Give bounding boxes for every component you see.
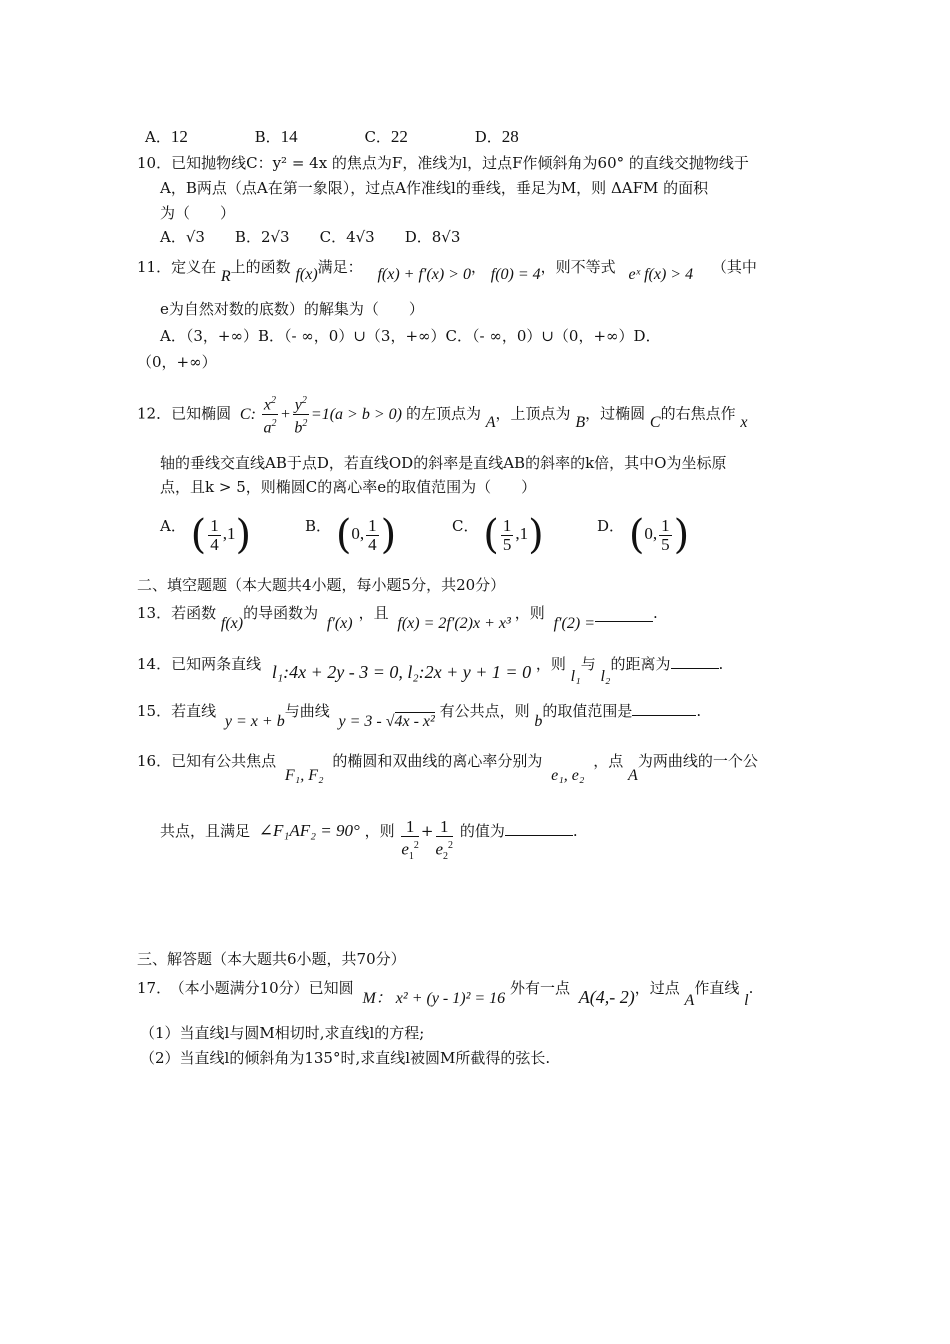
q11-options-cont: （0，+∞）: [137, 353, 217, 371]
q10-line3: 为（ ）: [160, 204, 236, 222]
q12-option-b: B． (0, $\frac{1}{4}$ ): [305, 512, 397, 558]
q14: 14．已知两条直线 l₁:4x + 2y - 3 = 0, l₂:2x + y + 1 = 0 ，则 l₁与 l₂的距离为 .: [137, 655, 724, 685]
q16-line1: 16．已知有公共焦点 F₁, F₂ 的椭圆和双曲线的离心率分别为 e₁, e₂ ，点 A为两曲线的一个公: [137, 752, 758, 784]
q11-line2: e为自然对数的底数）的解集为（ ）: [160, 300, 424, 318]
q13: 13．若函数 f(x)的导函数为 f′(x)，且 f(x) = 2f′(2)x + x³，则 f′(2) =.: [137, 604, 658, 632]
q10-options: A．√3 B．2√3 C．4√3 D．8√3: [160, 228, 461, 246]
q15: 15．若直线 y = x + b与曲线 y = 3 - √4x - x² 有公共点，则 b的取值范围是 .: [137, 702, 702, 730]
q12-line2: 轴的垂线交直线AB于点D，若直线OD的斜率是直线AB的斜率的k倍，其中O为坐标原: [160, 454, 727, 472]
ellipse-equation: C: $\frac{x^2}{a^2}$ + $\frac{y^2}{b^2}$ =1(a > b > 0): [240, 406, 406, 423]
q11-options: A．（3，+∞）B．（- ∞，0）∪（3，+∞）C．（- ∞，0）∪（0，+∞）D．: [160, 327, 661, 345]
q17-line1: 17． （本小题满分10分）已知圆 M： x² + (y - 1)² = 16 外有一点 A(4,- 2)，过点 A作直线 l.: [137, 979, 754, 1009]
section-3-heading: 三、解答题（本大题共6小题，共70分）: [137, 950, 406, 968]
q17-part2: （2）当直线l的倾斜角为135°时,求直线l被圆M所截得的弦长.: [140, 1049, 551, 1067]
q12-option-a: A． ( $\frac{1}{4}$ ,1): [160, 512, 252, 558]
q12-option-c: C． ( $\frac{1}{5}$ ,1): [452, 512, 544, 558]
q12-line1: 12．已知椭圆 C: $\frac{x^2}{a^2}$ + $\frac{y^2}{b^2}$ =1(a > b > 0) 的左顶点为 A，上顶点为 B，过椭圆 C的右焦点作 x: [137, 392, 747, 438]
q10-line2: A，B两点（点A在第一象限），过点A作准线l的垂线，垂足为M，则 ΔAFM 的面积: [160, 179, 709, 197]
q12-option-d: D． (0, $\frac{1}{5}$ ): [597, 512, 690, 558]
q9-options: A．12 B．14 C．22 D．28: [145, 127, 519, 146]
q10-line1: 10．已知抛物线C：y² = 4x 的焦点为F，准线为l，过点F作倾斜角为60° 的直线交抛物线于: [137, 154, 749, 172]
q17-part1: （1）当直线l与圆M相切时,求直线l的方程;: [140, 1024, 425, 1042]
section-2-heading: 二、填空题题（本大题共4小题，每小题5分，共20分）: [137, 576, 506, 594]
q11-line1: 11．定义在 R上的函数 f(x)满足： f(x) + f′(x) > 0， f(0) = 4，则不等式 eˣ f(x) > 4 （其中: [137, 258, 757, 285]
q16-line2: 共点，且满足 ∠F₁AF₂ = 90° ，则 $\frac{1}{e_1^2}$ + $\frac{1}{e_2^2}$ 的值为 .: [160, 817, 578, 863]
q12-line3: 点，且k > 5，则椭圆C的离心率e的取值范围为（ ）: [160, 478, 537, 496]
